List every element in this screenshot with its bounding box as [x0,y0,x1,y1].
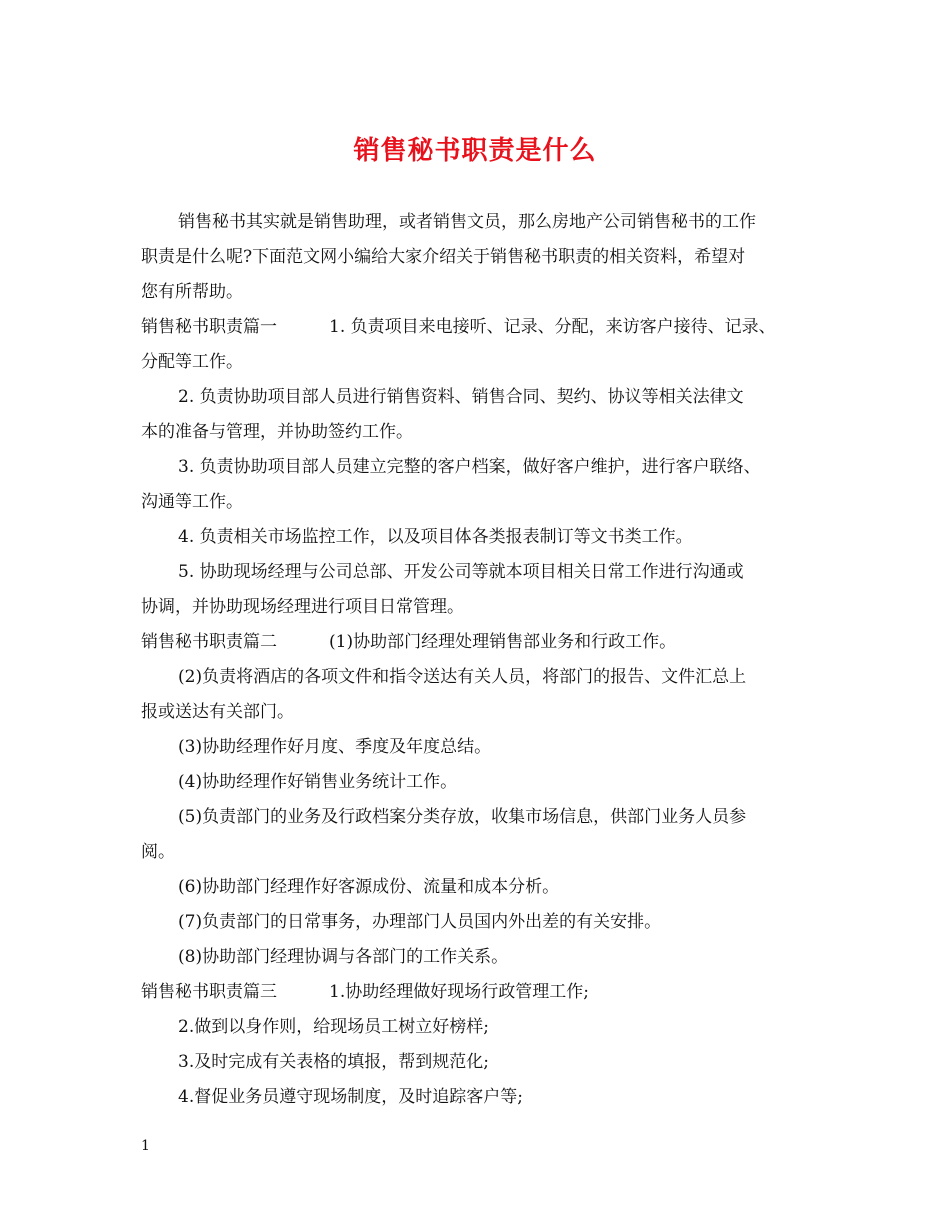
paragraph-text: 1.协助经理做好现场行政管理工作; [329,982,589,1002]
paragraph-line: (7)负责部门的日常事务，办理部门人员国内外出差的有关安排。 [178,912,662,932]
paragraph-line: (8)协助部门经理协调与各部门的工作关系。 [178,947,509,967]
paragraph-line: 阅。 [141,842,175,862]
section-line [141,625,821,660]
paragraph-line: 销售秘书其实就是销售助理，或者销售文员，那么房地产公司销售秘书的工作 [178,212,756,232]
paragraph-text: (1)协助部门经理处理销售部业务和行政工作。 [329,632,677,652]
document-body [141,205,821,1115]
paragraph-line: (6)协助部门经理作好客源成份、流量和成本分析。 [178,877,560,897]
paragraph-line: 4. 负责相关市场监控工作，以及项目体各类报表制订等文书类工作。 [178,527,693,547]
paragraph-line: 您有所帮助。 [141,282,243,302]
page-number: 1 [141,1138,150,1154]
section-line [141,310,821,345]
paragraph-line: 分配等工作。 [141,352,243,372]
paragraph-line: (2)负责将酒店的各项文件和指令送达有关人员，将部门的报告、文件汇总上 [178,667,747,687]
paragraph-line: 4.督促业务员遵守现场制度，及时追踪客户等; [178,1087,523,1107]
paragraph-text: 1. 负责项目来电接听、记录、分配，来访客户接待、记录、 [329,317,776,337]
section-heading: 销售秘书职责篇一 [141,317,277,337]
paragraph-line: 沟通等工作。 [141,492,243,512]
paragraph-line: (3)协助经理作好月度、季度及年度总结。 [178,737,492,757]
paragraph-line: (4)协助经理作好销售业务统计工作。 [178,772,458,792]
section-heading: 销售秘书职责篇三 [141,982,277,1002]
page-title: 销售秘书职责是什么 [353,136,597,166]
paragraph-line: 职责是什么呢?下面范文网小编给大家介绍关于销售秘书职责的相关资料，希望对 [141,247,746,267]
paragraph-line: 2. 负责协助项目部人员进行销售资料、销售合同、契约、协议等相关法律文 [178,387,744,407]
paragraph-line: 报或送达有关部门。 [141,702,294,722]
paragraph-line: 3.及时完成有关表格的填报，帮到规范化; [178,1052,489,1072]
paragraph-line: 协调，并协助现场经理进行项目日常管理。 [141,597,464,617]
paragraph-line: 2.做到以身作则，给现场员工树立好榜样; [178,1017,489,1037]
paragraph-line: 3. 负责协助项目部人员建立完整的客户档案，做好客户维护，进行客户联络、 [178,457,761,477]
paragraph-line: (5)负责部门的业务及行政档案分类存放，收集市场信息，供部门业务人员参 [178,807,747,827]
section-line [141,975,821,1010]
paragraph-line: 本的准备与管理，并协助签约工作。 [141,422,413,442]
paragraph-line: 5. 协助现场经理与公司总部、开发公司等就本项目相关日常工作进行沟通或 [178,562,744,582]
section-heading: 销售秘书职责篇二 [141,632,277,652]
